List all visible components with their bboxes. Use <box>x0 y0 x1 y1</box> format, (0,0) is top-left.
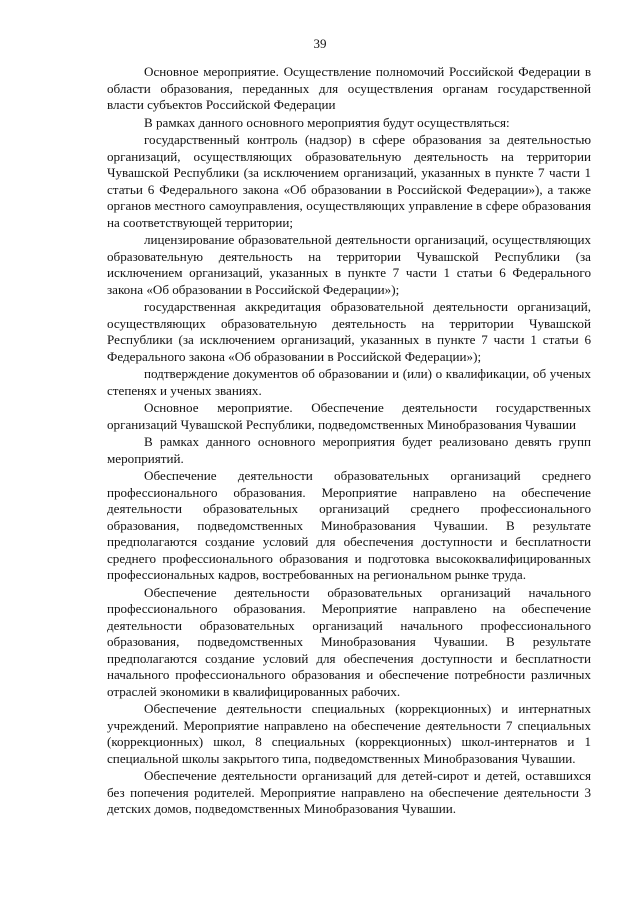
paragraph-nine-groups: В рамках данного основного мероприятия будет реализовано девять групп мероприятий. <box>107 434 591 466</box>
paragraph-orphan-organizations: Обеспечение деятельности организаций для детей-сирот и детей, оставшихся без попечения родителей. Мероприятие направлено на обеспечение деятельности 3 детских домов, подведомственных Минобразования Чувашии. <box>107 768 591 816</box>
paragraph-secondary-vocational: Обеспечение деятельности образовательных организаций среднего профессионального образования. Мероприятие направлено на обеспечение деятельности образовательных организаций среднего профессионального образования, подведомственных Минобразования Чувашии. В результате предполагаются создание условий для обеспечения доступности и бесплатности среднего профессионального образования и подготовка высококвалифицированных профессиональных кадров, востребованных на региональном рынке труда. <box>107 468 591 582</box>
paragraph-licensing: лицензирование образовательной деятельности организаций, осуществляющих образовательную деятельность на территории Чувашской Республики (за исключением организаций, указанных в пункте 7 части 1 статьи 6 Федерального закона «Об образовании в Российской Федерации»); <box>107 232 591 297</box>
paragraph-main-event-organizations: Основное мероприятие. Обеспечение деятельности государственных организаций Чувашской Республики, подведомственных Минобразования Чувашии <box>107 400 591 432</box>
paragraph-special-institutions: Обеспечение деятельности специальных (коррекционных) и интернатных учреждений. Мероприятие направлено на обеспечение деятельности 7 специальных (коррекционных) школ, 8 специальных (коррекционных) школ-интернатов и 1 специальной школы закрытого типа, подведомственных Минобразования Чувашии. <box>107 701 591 766</box>
paragraph-primary-vocational: Обеспечение деятельности образовательных организаций начального профессионального образования. Мероприятие направлено на обеспечение деятельности образовательных организаций начального профессионального образования, подведомственных Минобразования Чувашии. В результате предполагаются создание условий для обеспечения доступности и бесплатности начального профессионального образования и обеспечение потребности различных отраслей экономики в квалифицированных рабочих. <box>107 584 591 699</box>
paragraph-document-confirmation: подтверждение документов об образовании и (или) о квалификации, об ученых степенях и ученых званиях. <box>107 366 591 398</box>
document-body <box>107 64 591 819</box>
paragraph-main-event-powers: Основное мероприятие. Осуществление полномочий Российской Федерации в области образования, переданных для осуществления органам государственной власти субъектов Российской Федерации <box>107 64 591 112</box>
paragraph-accreditation: государственная аккредитация образовательной деятельности организаций, осуществляющих образовательную деятельность на территории Чувашской Республики (за исключением организаций, указанных в пункте 7 части 1 статьи 6 Федерального закона «Об образовании в Российской Федерации»); <box>107 299 591 364</box>
paragraph-intro-powers: В рамках данного основного мероприятия будут осуществляться: <box>144 114 510 130</box>
page-number: 39 <box>313 36 327 51</box>
paragraph-state-control: государственный контроль (надзор) в сфере образования за деятельностью организаций, осуществляющих образовательную деятельность на территории Чувашской Республики (за исключением организаций, указанных в пункте 7 части 1 статьи 6 Федерального закона «Об образовании в Российской Федерации»), а также органов местного самоуправления, осуществляющих управление в сфере образования на соответствующей территории; <box>107 132 591 230</box>
